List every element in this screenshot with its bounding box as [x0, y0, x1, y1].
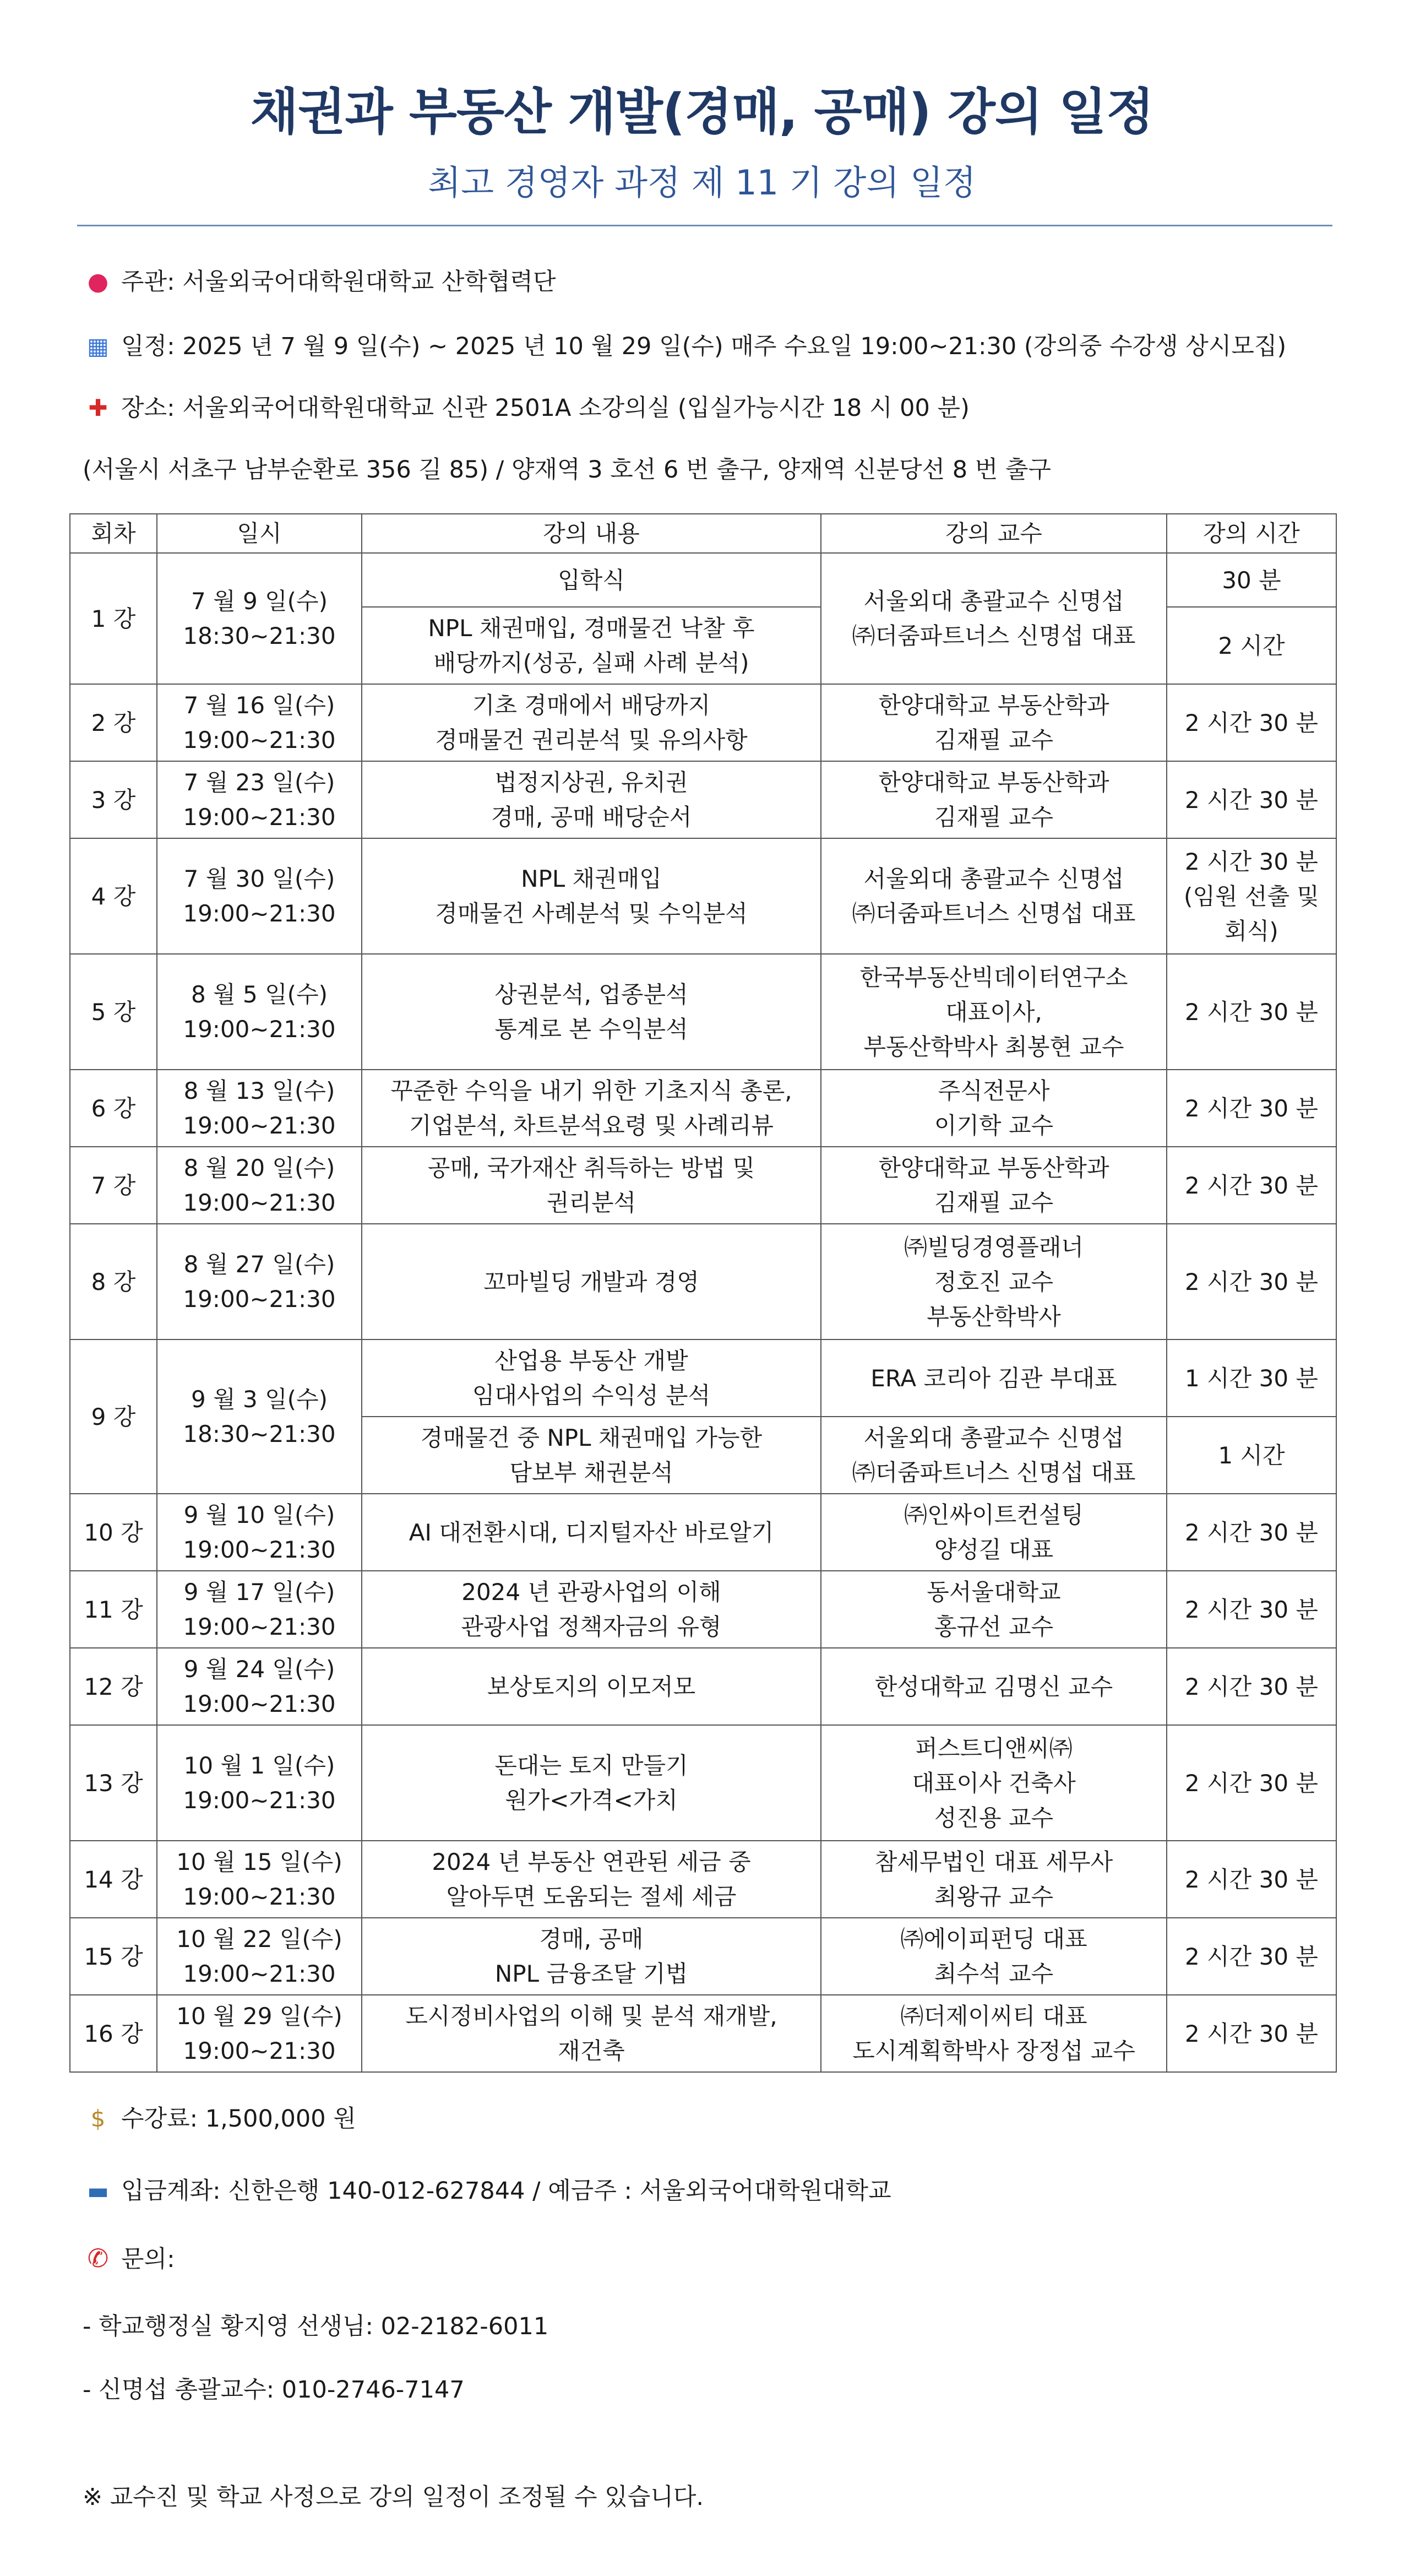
info-dates	[83, 333, 1286, 361]
footer-contact-2: - 신명섭 총괄교수: 010-2746-7147	[83, 2376, 465, 2404]
info-address	[83, 456, 1051, 485]
professor-cell: 한양대학교 부동산학과 김재필 교수	[821, 684, 1167, 761]
phone-icon: ✆	[87, 2243, 109, 2273]
duration-cell: 2 시간 30 분	[1167, 1725, 1336, 1841]
content-cell: 법정지상권, 유치권 경매, 공매 배당순서	[362, 761, 821, 838]
date-cell: 9 월 10 일(수) 19:00~21:30	[157, 1494, 362, 1571]
header-date: 일시	[157, 514, 362, 553]
date-cell: 7 월 23 일(수) 19:00~21:30	[157, 761, 362, 838]
date-cell: 9 월 24 일(수) 19:00~21:30	[157, 1648, 362, 1725]
professor-cell: ㈜인싸이트컨설팅 양성길 대표	[821, 1494, 1167, 1571]
page-title: 채권과 부동산 개발(경매, 공매) 강의 일정	[250, 83, 1154, 141]
duration-cell: 2 시간 30 분 (임원 선출 및 회식)	[1167, 838, 1336, 954]
header-professor: 강의 교수	[821, 514, 1167, 553]
professor-cell: 한성대학교 김명신 교수	[821, 1648, 1167, 1725]
header-duration: 강의 시간	[1167, 514, 1336, 553]
date-cell: 8 월 5 일(수) 19:00~21:30	[157, 954, 362, 1070]
content-cell: 도시정비사업의 이해 및 분석 재개발, 재건축	[362, 1995, 821, 2072]
table-row	[70, 1571, 1336, 1648]
session-cell: 7 강	[70, 1147, 157, 1224]
pushpin-icon: ✚	[88, 394, 108, 421]
date-cell: 7 월 16 일(수) 19:00~21:30	[157, 684, 362, 761]
duration-cell: 2 시간 30 분	[1167, 1070, 1336, 1147]
table-row	[70, 553, 1336, 607]
calendar-icon: ▦	[87, 333, 109, 360]
date-cell: 7 월 30 일(수) 19:00~21:30	[157, 838, 362, 954]
date-cell: 10 월 15 일(수) 19:00~21:30	[157, 1841, 362, 1918]
session-cell: 13 강	[70, 1725, 157, 1841]
header-session: 회차	[70, 514, 157, 553]
footer-notice: ※ 교수진 및 학교 사정으로 강의 일정이 조정될 수 있습니다.	[83, 2483, 704, 2511]
professor-cell: 주식전문사 이기학 교수	[821, 1070, 1167, 1147]
session-cell: 1 강	[70, 553, 157, 684]
session-cell: 5 강	[70, 954, 157, 1070]
session-cell: 2 강	[70, 684, 157, 761]
lecture-schedule-table	[69, 513, 1337, 2073]
duration-cell: 2 시간 30 분	[1167, 1841, 1336, 1918]
content-cell: 꾸준한 수익을 내기 위한 기초지식 총론, 기업분석, 차트분석요령 및 사례리뷰	[362, 1070, 821, 1147]
date-cell: 7 월 9 일(수) 18:30~21:30	[157, 553, 362, 684]
info-address-text: (서울시 서초구 남부순환로 356 길 85) / 양재역 3 호선 6 번 출구, 양재역 신분당선 8 번 출구	[83, 456, 1052, 484]
session-cell: 6 강	[70, 1070, 157, 1147]
table-header-row	[70, 514, 1336, 553]
table-row	[70, 1725, 1336, 1841]
duration-cell: 2 시간 30 분	[1167, 1224, 1336, 1339]
info-host	[83, 268, 556, 297]
duration-cell: 2 시간 30 분	[1167, 761, 1336, 838]
date-cell: 8 월 13 일(수) 19:00~21:30	[157, 1070, 362, 1147]
professor-cell: 서울외대 총괄교수 신명섭 ㈜더줌파트너스 신명섭 대표	[821, 553, 1167, 684]
session-cell: 9 강	[70, 1339, 157, 1494]
header-content: 강의 내용	[362, 514, 821, 553]
duration-cell: 2 시간 30 분	[1167, 1918, 1336, 1995]
date-cell: 9 월 3 일(수) 18:30~21:30	[157, 1339, 362, 1494]
professor-cell: ERA 코리아 김관 부대표	[821, 1339, 1167, 1417]
duration-cell: 2 시간	[1167, 607, 1336, 684]
duration-cell: 1 시간	[1167, 1417, 1336, 1494]
session-cell: 8 강	[70, 1224, 157, 1339]
session-cell: 14 강	[70, 1841, 157, 1918]
round-pushpin-icon: ●	[87, 268, 109, 296]
professor-cell: ㈜빌딩경영플래너 정호진 교수 부동산학박사	[821, 1224, 1167, 1339]
session-cell: 10 강	[70, 1494, 157, 1571]
table-row	[70, 1841, 1336, 1918]
session-cell: 4 강	[70, 838, 157, 954]
session-cell: 15 강	[70, 1918, 157, 1995]
table-row	[70, 761, 1336, 838]
professor-cell: 서울외대 총괄교수 신명섭 ㈜더줌파트너스 신명섭 대표	[821, 1417, 1167, 1494]
table-row	[70, 1339, 1336, 1417]
session-cell: 16 강	[70, 1995, 157, 2072]
duration-cell: 2 시간 30 분	[1167, 1995, 1336, 2072]
content-cell: 기초 경매에서 배당까지 경매물건 권리분석 및 유의사항	[362, 684, 821, 761]
session-cell: 3 강	[70, 761, 157, 838]
info-dates-text: 일정: 2025 년 7 월 9 일(수) ~ 2025 년 10 월 29 일(수) 매주 수요일 19:00~21:30 (강의중 수강생 상시모집)	[121, 333, 1287, 360]
professor-cell: 참세무법인 대표 세무사 최왕규 교수	[821, 1841, 1167, 1918]
table-row	[70, 1494, 1336, 1571]
professor-cell: 서울외대 총괄교수 신명섭 ㈜더줌파트너스 신명섭 대표	[821, 838, 1167, 954]
content-cell: AI 대전환시대, 디지털자산 바로알기	[362, 1494, 821, 1571]
table-row	[70, 1918, 1336, 1995]
professor-cell: 한양대학교 부동산학과 김재필 교수	[821, 1147, 1167, 1224]
content-cell: 공매, 국가재산 취득하는 방법 및 권리분석	[362, 1147, 821, 1224]
content-cell: 경매물건 중 NPL 채권매입 가능한 담보부 채권분석	[362, 1417, 821, 1494]
footer-account-text: 입금계좌: 신한은행 140-012-627844 / 예금주 : 서울외국어대학원대학교	[121, 2177, 891, 2205]
money-bag-icon: $	[90, 2105, 106, 2132]
content-cell: NPL 채권매입 경매물건 사례분석 및 수익분석	[362, 838, 821, 954]
footer-fee-text: 수강료: 1,500,000 원	[121, 2105, 356, 2133]
duration-cell: 1 시간 30 분	[1167, 1339, 1336, 1417]
footer-account	[83, 2177, 891, 2206]
content-cell: 입학식	[362, 553, 821, 607]
table-row	[70, 954, 1336, 1070]
content-cell: 꼬마빌딩 개발과 경영	[362, 1224, 821, 1339]
duration-cell: 2 시간 30 분	[1167, 1648, 1336, 1725]
content-cell: 상권분석, 업종분석 통계로 본 수익분석	[362, 954, 821, 1070]
professor-cell: 동서울대학교 홍규선 교수	[821, 1571, 1167, 1648]
info-place	[83, 394, 970, 423]
credit-card-icon: ▬	[87, 2177, 109, 2204]
footer-inquiry	[83, 2243, 175, 2274]
date-cell: 10 월 1 일(수) 19:00~21:30	[157, 1725, 362, 1841]
date-cell: 10 월 29 일(수) 19:00~21:30	[157, 1995, 362, 2072]
professor-cell: 한양대학교 부동산학과 김재필 교수	[821, 761, 1167, 838]
date-cell: 8 월 27 일(수) 19:00~21:30	[157, 1224, 362, 1339]
duration-cell: 2 시간 30 분	[1167, 684, 1336, 761]
duration-cell: 2 시간 30 분	[1167, 1571, 1336, 1648]
table-row	[70, 1147, 1336, 1224]
session-cell: 12 강	[70, 1648, 157, 1725]
table-row	[70, 1995, 1336, 2072]
professor-cell: ㈜에이피펀딩 대표 최수석 교수	[821, 1918, 1167, 1995]
table-row	[70, 1648, 1336, 1725]
date-cell: 10 월 22 일(수) 19:00~21:30	[157, 1918, 362, 1995]
table-row	[70, 838, 1336, 954]
title-divider	[77, 225, 1332, 226]
duration-cell: 2 시간 30 분	[1167, 954, 1336, 1070]
info-place-text: 장소: 서울외국어대학원대학교 신관 2501A 소강의실 (입실가능시간 18 시 00 분)	[121, 394, 970, 422]
duration-cell: 2 시간 30 분	[1167, 1494, 1336, 1571]
content-cell: 2024 년 관광사업의 이해 관광사업 정책자금의 유형	[362, 1571, 821, 1648]
table-row	[70, 1070, 1336, 1147]
session-cell: 11 강	[70, 1571, 157, 1648]
duration-cell: 30 분	[1167, 553, 1336, 607]
page-subtitle: 최고 경영자 과정 제 11 기 강의 일정	[428, 162, 976, 203]
professor-cell: 한국부동산빅데이터연구소 대표이사, 부동산학박사 최봉현 교수	[821, 954, 1167, 1070]
content-cell: 경매, 공매 NPL 금융조달 기법	[362, 1918, 821, 1995]
date-cell: 9 월 17 일(수) 19:00~21:30	[157, 1571, 362, 1648]
professor-cell: 퍼스트디앤씨㈜ 대표이사 건축사 성진용 교수	[821, 1725, 1167, 1841]
duration-cell: 2 시간 30 분	[1167, 1147, 1336, 1224]
content-cell: 산업용 부동산 개발 임대사업의 수익성 분석	[362, 1339, 821, 1417]
info-host-text: 주관: 서울외국어대학원대학교 산학협력단	[121, 268, 556, 296]
footer-contact-1: - 학교행정실 황지영 선생님: 02-2182-6011	[83, 2313, 549, 2340]
content-cell: NPL 채권매입, 경매물건 낙찰 후 배당까지(성공, 실패 사례 분석)	[362, 607, 821, 684]
content-cell: 돈대는 토지 만들기 원가<가격<가치	[362, 1725, 821, 1841]
date-cell: 8 월 20 일(수) 19:00~21:30	[157, 1147, 362, 1224]
footer-inquiry-text: 문의:	[121, 2246, 175, 2273]
content-cell: 2024 년 부동산 연관된 세금 중 알아두면 도움되는 절세 세금	[362, 1841, 821, 1918]
footer-fee	[83, 2105, 356, 2134]
professor-cell: ㈜더제이씨티 대표 도시계획학박사 장정섭 교수	[821, 1995, 1167, 2072]
content-cell: 보상토지의 이모저모	[362, 1648, 821, 1725]
table-row	[70, 684, 1336, 761]
table-row	[70, 1224, 1336, 1339]
